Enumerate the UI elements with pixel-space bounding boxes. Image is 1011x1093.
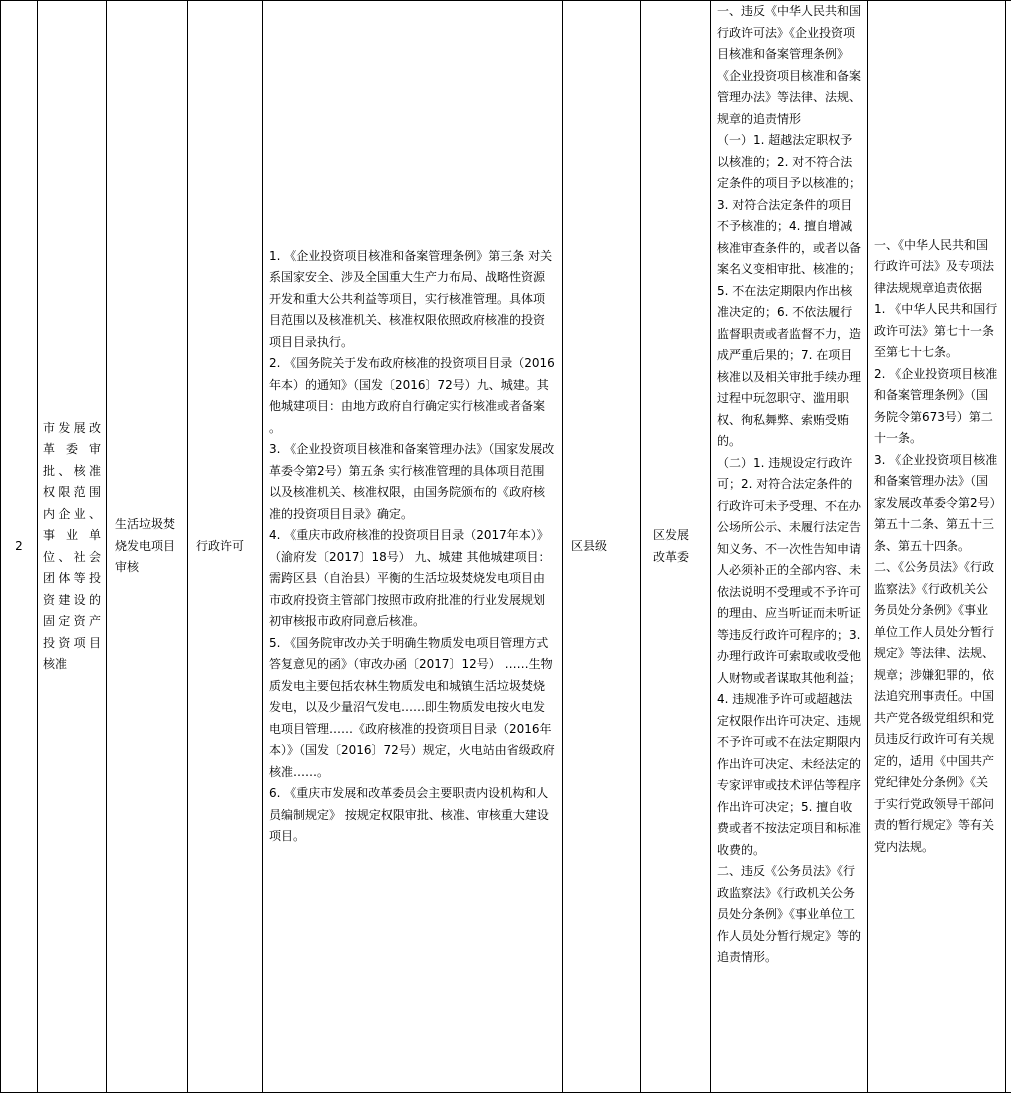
basis-item: 4. 《重庆市政府核准的投资项目目录（2017年本）》（渝府发〔2017〕18号） 九、城建 其他城建项目：需跨区县（自治县）平衡的生活垃圾焚烧发电项目由市政府投资主管部门按照市政府批准的行业发展规划初审核报市政府同意后核准。 [269,528,551,628]
power-type-cell [188,1,263,1093]
laws-item: 2. 《企业投资项目核准和备案管理条例》（国务院令第673号）第二十一条。 [874,366,998,446]
basis-item: 2. 《国务院关于发布政府核准的投资项目目录（2016年本）的通知》（国发〔2016〕72号）九、城建。其他城建项目：由地方政府自行确定实行核准或者备案 。 [269,356,555,435]
laws-item: 1. 《中华人民共和国行政许可法》第七十一条至第七十七条。 [874,302,998,360]
responsibility-item: 一、违反《中华人民共和国行政许可法》《企业投资项目核准和备案管理条例》《企业投资项目核准和备案管理办法》等法律、法规、规章的追责情形 [717,4,862,126]
laws-item: 3. 《企业投资项目核准和备案管理办法》（国家发展改革委令第2号）第五十二条、第五十三条、第五十四条。 [874,452,998,553]
basis-item: 3. 《企业投资项目核准和备案管理办法》（国家发展改革委令第2号）第五条 实行核准管理的具体项目范围以及核准机关、核准权限，由国务院颁布的《政府核准的投资项目目录》确定。 [269,442,555,521]
basis-cell [263,1,563,1093]
table-row [1,1,1011,1093]
department-text: 市发展改革委审批、核准权限范围内企业、事业单位、社会团体等投资建设的固定资产投资项目核准 [43,420,101,671]
row-number [1,1,38,1093]
level-cell [563,1,641,1093]
organ-cell [641,1,711,1093]
laws-item: 一、《中华人民共和国行政许可法》及专项法律法规规章追责依据 [874,237,995,295]
item-name-text: 生活垃圾焚烧发电项目审核 [115,517,176,575]
level-text: 区县级 [571,538,608,553]
responsibility-item: 二、违反《公务员法》《行政监察法》《行政机关公务员处分条例》《事业单位工作人员处分暂行规定》等的追责情形。 [717,864,862,964]
trailing-cell [1006,1,1011,1093]
basis-item: 5. 《国务院审改办关于明确生物质发电项目管理方式答复意见的函》（审改办函〔2017〕12号） ……生物质发电主要包括农林生物质发电和城镇生活垃圾焚烧发电，以及少量沼气发电……即生物质发电按火电发电项目管理……《政府核准的投资项目目录（2016年本）》（国发〔2016〕72号）规定，火电站由省级政府核准……。 [269,635,555,779]
department-cell [38,1,107,1093]
basis-item: 1. 《企业投资项目核准和备案管理条例》第三条 对关系国家安全、涉及全国重大生产力布局、战略性资源开发和重大公共利益等项目，实行核准管理。具体项目范围以及核准机关、核准权限依照政府核准的投资项目目录执行。 [269,248,553,349]
basis-item: 6. 《重庆市发展和改革委员会主要职责内设机构和人员编制规定》 按规定权限审批、核准、审核重大建设项目。 [269,786,549,843]
responsibility-item: （一）1. 超越法定职权予以核准的；2. 对不符合法定条件的项目予以核准的；3. 对符合法定条件的项目不予核准的；4. 擅自增减核准审查条件的，或者以备案名义变相审批、核准的；5. 不在法定期限内作出核准决定的；6. 不依法履行监督职责或者监督不力，造成严重后果的；7. 在项目核准以及相关审批手续办理过程中玩忽职守、滥用职权、徇私舞弊、索贿受贿的。 [717,133,862,448]
item-name-cell [107,1,188,1093]
row-number-text: 2 [15,538,23,553]
laws-item: 二、《公务员法》《行政监察法》《行政机关公务员处分条例》《事业单位工作人员处分暂行规定》等法律、法规、规章；涉嫌犯罪的，依法追究刑事责任。中国共产党各级党组织和党员违反行政许可有关规定的，适用《中国共产党纪律处分条例》《关于实行党政领导干部问责的暂行规定》等有关党内法规。 [874,560,995,854]
laws-cell [868,1,1006,1093]
responsibility-cell [711,1,868,1093]
power-type-text: 行政许可 [196,538,245,553]
organ-text: 区发展改革委 [653,528,690,564]
responsibility-item: （二）1. 违规设定行政许可；2. 对符合法定条件的行政许可未予受理、不在办公场所公示、未履行法定告知义务、不一次性告知申请人必须补正的全部内容、未依法说明不受理或不予许可的理由、应当听证而未听证等违反行政许可程序的；3. 办理行政许可索取或收受他人财物或者谋取其他利益；4. 违规准予许可或超越法定权限作出许可决定、违规不予许可或不在法定期限内作出许可决定、未经法定的专家评审或技术评估等程序作出许可决定；5. 擅自收费或者不按法定项目和标准收费的。 [717,455,862,857]
